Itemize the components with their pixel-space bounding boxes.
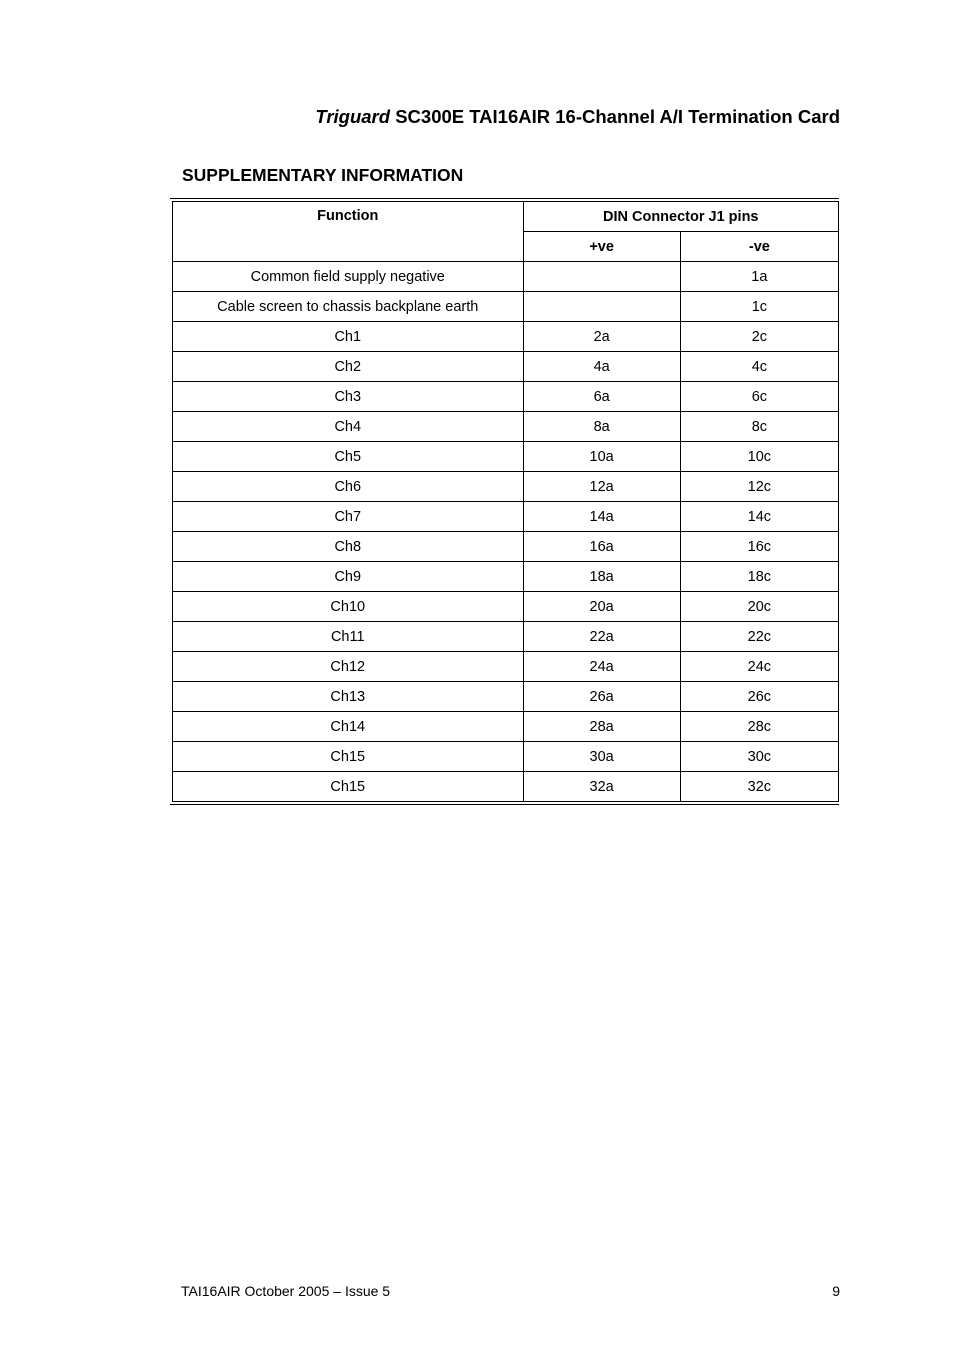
negative-pin-cell: 26c bbox=[680, 682, 838, 712]
table-row bbox=[173, 292, 839, 322]
function-cell: Ch10 bbox=[173, 592, 524, 622]
table-row bbox=[173, 262, 839, 292]
pin-table-frame bbox=[170, 198, 839, 805]
positive-pin-cell: 26a bbox=[523, 682, 680, 712]
function-cell: Ch15 bbox=[173, 772, 524, 802]
pin-assignment-table bbox=[172, 201, 839, 802]
positive-pin-cell: 18a bbox=[523, 562, 680, 592]
positive-pin-cell bbox=[523, 292, 680, 322]
positive-pin-cell: 30a bbox=[523, 742, 680, 772]
positive-pin-cell: 16a bbox=[523, 532, 680, 562]
positive-pin-cell: 4a bbox=[523, 352, 680, 382]
negative-pin-cell: 4c bbox=[680, 352, 838, 382]
table-row bbox=[173, 592, 839, 622]
table-row bbox=[173, 412, 839, 442]
positive-pin-cell: 6a bbox=[523, 382, 680, 412]
table-row bbox=[173, 682, 839, 712]
positive-pin-cell: 28a bbox=[523, 712, 680, 742]
section-title: SUPPLEMENTARY INFORMATION bbox=[182, 165, 464, 185]
negative-pin-cell: 28c bbox=[680, 712, 838, 742]
table-header-row bbox=[173, 202, 839, 232]
function-cell: Cable screen to chassis backplane earth bbox=[173, 292, 524, 322]
function-cell: Ch11 bbox=[173, 622, 524, 652]
document-header-title bbox=[315, 106, 840, 128]
negative-pin-cell: 14c bbox=[680, 502, 838, 532]
function-cell: Ch4 bbox=[173, 412, 524, 442]
negative-pin-cell: 30c bbox=[680, 742, 838, 772]
table-row bbox=[173, 352, 839, 382]
function-column-header: Function bbox=[173, 202, 524, 262]
table-row bbox=[173, 652, 839, 682]
table-row bbox=[173, 502, 839, 532]
negative-column-header: -ve bbox=[680, 232, 838, 262]
table-row bbox=[173, 322, 839, 352]
positive-pin-cell: 10a bbox=[523, 442, 680, 472]
positive-pin-cell: 32a bbox=[523, 772, 680, 802]
table-row bbox=[173, 382, 839, 412]
function-cell: Ch12 bbox=[173, 652, 524, 682]
function-cell: Ch13 bbox=[173, 682, 524, 712]
positive-column-header: +ve bbox=[523, 232, 680, 262]
table-row bbox=[173, 442, 839, 472]
positive-pin-cell: 24a bbox=[523, 652, 680, 682]
negative-pin-cell: 1c bbox=[680, 292, 838, 322]
table-row bbox=[173, 742, 839, 772]
positive-pin-cell: 8a bbox=[523, 412, 680, 442]
function-cell: Ch2 bbox=[173, 352, 524, 382]
negative-pin-cell: 22c bbox=[680, 622, 838, 652]
negative-pin-cell: 18c bbox=[680, 562, 838, 592]
table-row bbox=[173, 532, 839, 562]
table-row bbox=[173, 712, 839, 742]
negative-pin-cell: 32c bbox=[680, 772, 838, 802]
product-title: SC300E TAI16AIR 16-Channel A/I Termination Card bbox=[395, 106, 840, 127]
function-cell: Ch7 bbox=[173, 502, 524, 532]
function-cell: Ch3 bbox=[173, 382, 524, 412]
footer-page-number: 9 bbox=[832, 1283, 840, 1299]
positive-pin-cell: 2a bbox=[523, 322, 680, 352]
negative-pin-cell: 12c bbox=[680, 472, 838, 502]
table-row bbox=[173, 772, 839, 802]
function-cell: Ch6 bbox=[173, 472, 524, 502]
positive-pin-cell: 22a bbox=[523, 622, 680, 652]
table-row bbox=[173, 472, 839, 502]
negative-pin-cell: 10c bbox=[680, 442, 838, 472]
table-row bbox=[173, 622, 839, 652]
negative-pin-cell: 16c bbox=[680, 532, 838, 562]
function-cell: Ch14 bbox=[173, 712, 524, 742]
negative-pin-cell: 6c bbox=[680, 382, 838, 412]
footer-document-info: TAI16AIR October 2005 – Issue 5 bbox=[181, 1283, 391, 1299]
pin-table-body bbox=[173, 262, 839, 802]
negative-pin-cell: 2c bbox=[680, 322, 838, 352]
positive-pin-cell: 12a bbox=[523, 472, 680, 502]
function-cell: Ch9 bbox=[173, 562, 524, 592]
function-cell: Ch8 bbox=[173, 532, 524, 562]
negative-pin-cell: 24c bbox=[680, 652, 838, 682]
negative-pin-cell: 1a bbox=[680, 262, 838, 292]
connector-column-header: DIN Connector J1 pins bbox=[523, 202, 838, 232]
positive-pin-cell: 20a bbox=[523, 592, 680, 622]
function-cell: Ch1 bbox=[173, 322, 524, 352]
negative-pin-cell: 8c bbox=[680, 412, 838, 442]
table-row bbox=[173, 562, 839, 592]
negative-pin-cell: 20c bbox=[680, 592, 838, 622]
function-cell: Common field supply negative bbox=[173, 262, 524, 292]
brand-name: Triguard bbox=[315, 106, 391, 127]
positive-pin-cell: 14a bbox=[523, 502, 680, 532]
positive-pin-cell bbox=[523, 262, 680, 292]
function-cell: Ch15 bbox=[173, 742, 524, 772]
function-cell: Ch5 bbox=[173, 442, 524, 472]
